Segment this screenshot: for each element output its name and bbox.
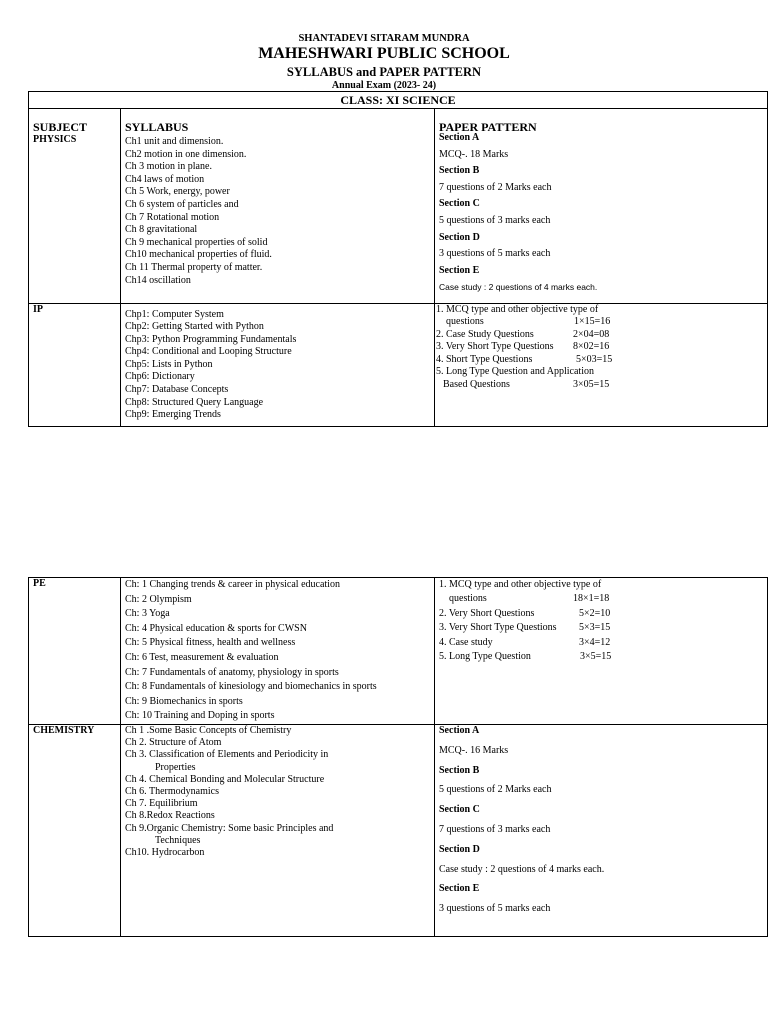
list-item: Ch: 8 Fundamentals of kinesiology and biomechanics in sports <box>125 681 377 693</box>
exam-title: Annual Exam (2023- 24) <box>331 80 437 91</box>
subject-ip: IP <box>29 303 121 426</box>
section-b-heading: Section B <box>439 165 480 177</box>
section-e-text: 3 questions of 5 marks each <box>439 903 551 915</box>
pattern-item <box>436 379 763 392</box>
class-label: CLASS: XI SCIENCE <box>29 92 768 109</box>
section-b-heading: Section B <box>439 764 480 776</box>
list-item: Ch 8 gravitational <box>125 224 198 236</box>
class-row <box>29 92 768 109</box>
list-item: Ch 4. Chemical Bonding and Molecular Structure <box>125 773 325 785</box>
pattern-item-marks: 2×04=08 <box>573 328 610 340</box>
list-item: Ch14 oscillation <box>125 274 191 286</box>
pattern-item-marks: 8×02=16 <box>573 341 610 353</box>
list-item: Chp4: Conditional and Looping Structure <box>125 346 292 358</box>
pattern-item-label: 2. Case Study Questions <box>436 328 534 340</box>
pattern-item-label: questions <box>446 316 484 328</box>
list-item: Ch: 4 Physical education & sports for CWSN <box>125 622 307 634</box>
section-b-text: 7 questions of 2 Marks each <box>439 181 552 193</box>
pattern-physics <box>435 134 768 303</box>
school-name: MAHESHWARI PUBLIC SCHOOL <box>258 45 510 62</box>
syllabus-pe <box>121 578 435 725</box>
list-item: Ch: 1 Changing trends & career in physical education <box>125 579 340 590</box>
list-item: Ch: 10 Training and Doping in sports <box>125 710 275 722</box>
pattern-item-label: Based Questions <box>443 379 510 391</box>
list-item: Chp3: Python Programming Fundamentals <box>125 333 297 345</box>
col-syllabus: SYLLABUS <box>121 109 435 135</box>
list-item: Ch 11 Thermal property of matter. <box>125 261 263 273</box>
row-ip <box>29 303 768 426</box>
pattern-item: 1. MCQ type and other objective type of <box>439 579 602 590</box>
list-item: Ch10. Hydrocarbon <box>125 846 205 858</box>
list-item: Ch: 6 Test, measurement & evaluation <box>125 651 279 663</box>
pattern-item <box>436 341 763 354</box>
list-item: Ch 1 .Some Basic Concepts of Chemistry <box>125 724 292 736</box>
list-item: Ch 6. Thermodynamics <box>125 785 219 797</box>
pattern-ip <box>435 303 768 426</box>
pattern-item <box>436 316 763 329</box>
pattern-item-label: 3. Very Short Type Questions <box>436 341 554 353</box>
section-a-heading: Section A <box>439 132 480 143</box>
pattern-item-marks: 18×1=18 <box>573 593 610 605</box>
syllabus-table-2 <box>28 577 768 937</box>
subject-pe: PE <box>29 578 121 725</box>
list-item: Ch: 5 Physical fitness, health and wellness <box>125 637 296 649</box>
pattern-chemistry <box>435 724 768 936</box>
trust-name: SHANTADEVI SITARAM MUNDRA <box>298 33 470 44</box>
section-a-text: MCQ-. 18 Marks <box>439 148 509 160</box>
pattern-item <box>439 650 763 664</box>
row-physics <box>29 134 768 303</box>
syllabus-table-1 <box>28 91 768 427</box>
pattern-item-marks: 3×5=15 <box>580 651 612 663</box>
list-item: Ch: 3 Yoga <box>125 608 170 620</box>
section-c-heading: Section C <box>439 198 480 210</box>
list-item: Chp9: Emerging Trends <box>125 409 221 421</box>
list-item: Chp2: Getting Started with Python <box>125 321 264 333</box>
list-item: Ch 9.Organic Chemistry: Some basic Principles and <box>125 822 334 834</box>
pattern-item <box>439 636 763 650</box>
document-title: SYLLABUS and PAPER PATTERN <box>286 65 482 79</box>
syllabus-ip <box>121 303 435 426</box>
section-e-heading: Section E <box>439 264 480 276</box>
pattern-item <box>439 607 763 621</box>
list-item: Ch2 motion in one dimension. <box>125 148 247 160</box>
pattern-item-label: 4. Short Type Questions <box>436 353 533 365</box>
pattern-item-label: 5. Long Type Question <box>439 651 531 663</box>
section-c-text: 7 questions of 3 marks each <box>439 823 551 835</box>
list-item: Ch 3 motion in plane. <box>125 161 212 173</box>
section-e-heading: Section E <box>439 883 480 895</box>
syllabus-chemistry <box>121 724 435 936</box>
section-c-text: 5 questions of 3 marks each <box>439 214 551 226</box>
pattern-item <box>439 621 763 635</box>
row-chemistry <box>29 724 768 936</box>
col-subject: SUBJECT <box>29 109 121 135</box>
syllabus-physics <box>121 134 435 303</box>
pattern-item <box>436 329 763 342</box>
section-b-text: 5 questions of 2 Marks each <box>439 784 552 796</box>
pattern-item: 5. Long Type Question and Application <box>436 366 594 378</box>
list-item: Ch: 2 Olympism <box>125 593 192 605</box>
section-d-text: Case study : 2 questions of 4 marks each. <box>439 863 605 875</box>
pattern-item-marks: 5×3=15 <box>579 622 611 634</box>
pattern-item-label: 4. Case study <box>439 636 493 648</box>
list-item: Ch 8.Redox Reactions <box>125 810 215 822</box>
list-item: Ch 6 system of particles and <box>125 198 239 210</box>
list-item: Chp8: Structured Query Language <box>125 396 264 408</box>
subject-physics: PHYSICS <box>29 134 121 303</box>
pattern-item-marks: 5×03=15 <box>576 353 613 365</box>
section-c-heading: Section C <box>439 804 480 816</box>
pattern-item-marks: 3×05=15 <box>573 379 610 391</box>
col-pattern: PAPER PATTERN <box>435 109 768 135</box>
list-item: Ch 3. Classification of Elements and Periodicity in <box>125 749 329 761</box>
list-item: Ch: 9 Biomechanics in sports <box>125 695 243 707</box>
list-item: Chp7: Database Concepts <box>125 384 229 396</box>
list-item: Chp5: Lists in Python <box>125 358 213 370</box>
list-item: Ch 9 mechanical properties of solid <box>125 236 268 248</box>
list-item: Ch10 mechanical properties of fluid. <box>125 249 272 261</box>
section-d-heading: Section D <box>439 843 480 855</box>
pattern-pe <box>435 578 768 725</box>
pattern-item <box>439 592 763 606</box>
list-item-continued: Techniques <box>155 834 201 846</box>
list-item-continued: Properties <box>155 761 196 773</box>
pattern-item <box>436 354 763 367</box>
list-item: Ch: 7 Fundamentals of anatomy, physiology in sports <box>125 666 339 678</box>
pattern-item-marks: 5×2=10 <box>579 607 611 619</box>
list-item: Ch 7 Rotational motion <box>125 211 220 223</box>
list-item: Ch 5 Work, energy, power <box>125 186 230 198</box>
pattern-item-label: 2. Very Short Questions <box>439 607 535 619</box>
pattern-item-label: 3. Very Short Type Questions <box>439 622 557 634</box>
list-item: Ch 2. Structure of Atom <box>125 737 222 749</box>
list-item: Ch 7. Equilibrium <box>125 798 198 810</box>
list-item: Chp1: Computer System <box>125 308 224 320</box>
section-e-text: Case study : 2 questions of 4 marks each. <box>439 282 598 293</box>
section-d-heading: Section D <box>439 231 480 243</box>
row-pe <box>29 578 768 725</box>
pattern-item-label: questions <box>449 593 487 605</box>
subject-chemistry: CHEMISTRY <box>29 724 121 936</box>
list-item: Ch4 laws of motion <box>125 173 205 185</box>
pattern-item-marks: 1×15=16 <box>574 316 611 328</box>
section-d-text: 3 questions of 5 marks each <box>439 248 551 260</box>
section-a-text: MCQ-. 16 Marks <box>439 744 509 756</box>
list-item: Ch1 unit and dimension. <box>125 136 224 147</box>
pattern-item-marks: 3×4=12 <box>579 636 611 648</box>
list-item: Chp6: Dictionary <box>125 371 195 383</box>
pattern-item: 1. MCQ type and other objective type of <box>436 303 599 315</box>
section-a-heading: Section A <box>439 724 480 736</box>
